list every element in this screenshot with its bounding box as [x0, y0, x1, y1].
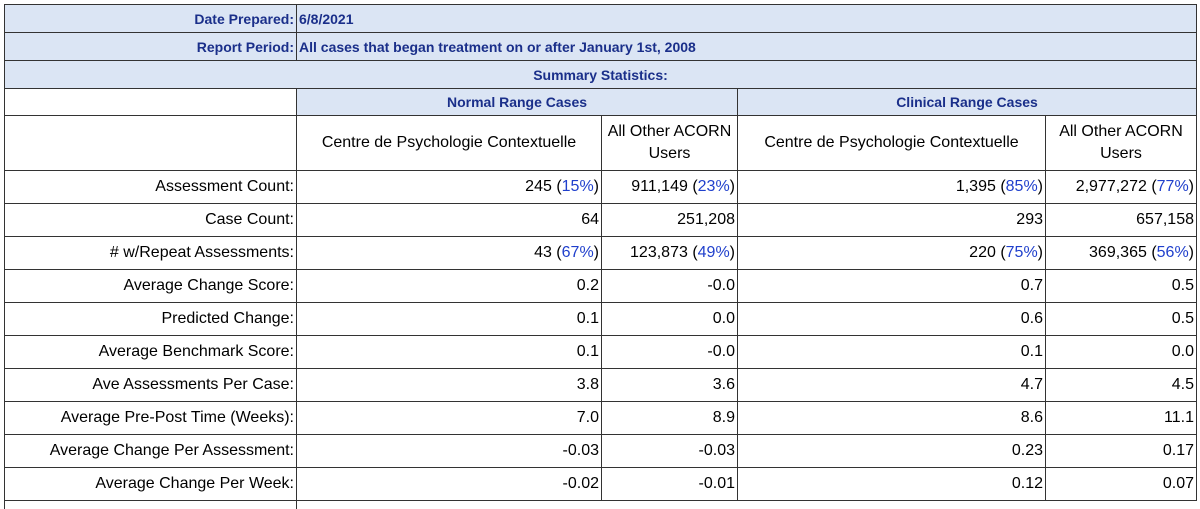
- date-prepared-label: Date Prepared:: [5, 5, 297, 33]
- cell-percent: 15%: [562, 178, 594, 195]
- cell-value: 0.07: [1163, 475, 1194, 492]
- tail-cell-wide: [297, 501, 1197, 509]
- table-cell: [602, 435, 738, 468]
- normal-other-header: All Other ACORN Users: [602, 116, 738, 171]
- table-cell: [297, 402, 602, 435]
- table-cell: [297, 435, 602, 468]
- report-period-label: Report Period:: [5, 33, 297, 61]
- clinical-range-heading: Clinical Range Cases: [738, 89, 1197, 116]
- cell-value: 657,158: [1136, 211, 1194, 228]
- clinical-centre-header: Centre de Psychologie Contextuelle: [738, 116, 1046, 171]
- table-row: [5, 270, 1197, 303]
- cell-value: 0.1: [577, 310, 599, 327]
- cell-percent: 77%: [1157, 178, 1189, 195]
- table-cell: [297, 204, 602, 237]
- cell-value: 0.12: [1012, 475, 1043, 492]
- row-label: Case Count:: [5, 204, 297, 237]
- table-cell: [1046, 369, 1197, 402]
- table-cell: [297, 369, 602, 402]
- tail-cell: [5, 501, 297, 509]
- statistics-body: [5, 171, 1197, 501]
- table-cell: [1046, 171, 1197, 204]
- table-tail-row: [5, 501, 1197, 509]
- table-cell: [1046, 468, 1197, 501]
- cell-value: 251,208: [677, 211, 735, 228]
- table-cell: [738, 303, 1046, 336]
- cell-value: 7.0: [577, 409, 599, 426]
- cell-value: 245 (: [525, 178, 561, 195]
- table-cell: [1046, 270, 1197, 303]
- table-cell: [602, 270, 738, 303]
- cell-value: 11.1: [1164, 409, 1194, 426]
- cell-value: 220 (: [969, 244, 1005, 261]
- cell-value: -0.01: [699, 475, 735, 492]
- table-cell: [738, 369, 1046, 402]
- table-cell: [738, 171, 1046, 204]
- table-cell: [602, 369, 738, 402]
- cell-value: 0.5: [1172, 310, 1194, 327]
- table-cell: [602, 336, 738, 369]
- table-cell: [738, 468, 1046, 501]
- table-row: [5, 468, 1197, 501]
- table-row: [5, 204, 1197, 237]
- cell-value: 911,149 (: [631, 178, 697, 195]
- clinical-other-header: All Other ACORN Users: [1046, 116, 1197, 171]
- cell-paren: ): [1189, 178, 1194, 195]
- cell-value: 0.1: [577, 343, 599, 360]
- table-cell: [1046, 402, 1197, 435]
- cell-value: 0.2: [577, 277, 599, 294]
- table-cell: [297, 303, 602, 336]
- cell-value: 1,395 (: [956, 178, 1006, 195]
- cell-percent: 75%: [1006, 244, 1038, 261]
- table-row: [5, 303, 1197, 336]
- table-cell: [297, 270, 602, 303]
- cell-value: 64: [581, 211, 599, 228]
- row-label: Average Change Score:: [5, 270, 297, 303]
- cell-value: 43 (: [534, 244, 562, 261]
- row-label: Assessment Count:: [5, 171, 297, 204]
- cell-value: 0.17: [1163, 442, 1194, 459]
- cell-value: 0.5: [1172, 277, 1194, 294]
- table-row: [5, 435, 1197, 468]
- report-period-row: [5, 33, 1197, 61]
- cell-value: -0.0: [707, 343, 735, 360]
- cell-value: 123,873 (: [630, 244, 698, 261]
- summary-statistics-heading: Summary Statistics:: [5, 61, 1197, 89]
- table-cell: [602, 468, 738, 501]
- table-cell: [1046, 303, 1197, 336]
- cell-paren: ): [1038, 244, 1043, 261]
- row-label: Average Benchmark Score:: [5, 336, 297, 369]
- cell-percent: 56%: [1157, 244, 1189, 261]
- cell-value: 4.5: [1172, 376, 1194, 393]
- summary-report-table: [4, 4, 1197, 509]
- cell-value: 0.1: [1021, 343, 1043, 360]
- table-row: [5, 369, 1197, 402]
- cell-paren: ): [1038, 178, 1043, 195]
- table-cell: [738, 204, 1046, 237]
- cell-percent: 67%: [562, 244, 594, 261]
- table-cell: [602, 204, 738, 237]
- cell-value: 369,365 (: [1089, 244, 1157, 261]
- cell-value: 0.0: [713, 310, 735, 327]
- summary-statistics-row: [5, 61, 1197, 89]
- cell-value: -0.02: [563, 475, 599, 492]
- cell-paren: ): [730, 244, 735, 261]
- cell-value: 4.7: [1021, 376, 1043, 393]
- cell-value: 3.8: [577, 376, 599, 393]
- cell-paren: ): [594, 178, 599, 195]
- table-cell: [297, 468, 602, 501]
- cell-value: 3.6: [713, 376, 735, 393]
- cell-paren: ): [1189, 244, 1194, 261]
- cell-value: 293: [1016, 211, 1043, 228]
- cell-value: 0.0: [1172, 343, 1194, 360]
- table-cell: [1046, 435, 1197, 468]
- table-cell: [297, 336, 602, 369]
- cell-value: -0.03: [699, 442, 735, 459]
- cell-value: 8.6: [1021, 409, 1043, 426]
- group-blank-cell: [5, 89, 297, 116]
- table-cell: [738, 237, 1046, 270]
- report-period-value: All cases that began treatment on or after January 1st, 2008: [297, 33, 1197, 61]
- table-cell: [738, 336, 1046, 369]
- table-row: [5, 336, 1197, 369]
- row-label: # w/Repeat Assessments:: [5, 237, 297, 270]
- table-cell: [297, 171, 602, 204]
- cell-value: -0.03: [563, 442, 599, 459]
- cell-value: 8.9: [713, 409, 735, 426]
- row-label: Ave Assessments Per Case:: [5, 369, 297, 402]
- cell-percent: 85%: [1006, 178, 1038, 195]
- table-cell: [1046, 204, 1197, 237]
- normal-range-heading: Normal Range Cases: [297, 89, 738, 116]
- table-cell: [602, 402, 738, 435]
- column-header-row: [5, 116, 1197, 171]
- normal-centre-header: Centre de Psychologie Contextuelle: [297, 116, 602, 171]
- table-cell: [1046, 336, 1197, 369]
- table-row: [5, 402, 1197, 435]
- date-prepared-value: 6/8/2021: [297, 5, 1197, 33]
- cell-value: 0.7: [1021, 277, 1043, 294]
- table-cell: [738, 402, 1046, 435]
- cell-paren: ): [730, 178, 735, 195]
- table-cell: [738, 435, 1046, 468]
- table-cell: [602, 171, 738, 204]
- cell-value: 2,977,272 (: [1076, 178, 1157, 195]
- cell-percent: 49%: [698, 244, 730, 261]
- cell-paren: ): [594, 244, 599, 261]
- row-label: Average Change Per Week:: [5, 468, 297, 501]
- table-cell: [297, 237, 602, 270]
- date-prepared-row: [5, 5, 1197, 33]
- table-row: [5, 171, 1197, 204]
- table-cell: [602, 237, 738, 270]
- range-group-row: [5, 89, 1197, 116]
- row-label: Predicted Change:: [5, 303, 297, 336]
- cell-percent: 23%: [698, 178, 730, 195]
- row-label: Average Change Per Assessment:: [5, 435, 297, 468]
- row-label: Average Pre-Post Time (Weeks):: [5, 402, 297, 435]
- cell-value: 0.23: [1012, 442, 1043, 459]
- table-cell: [738, 270, 1046, 303]
- column-header-blank: [5, 116, 297, 171]
- table-cell: [602, 303, 738, 336]
- cell-value: 0.6: [1021, 310, 1043, 327]
- table-cell: [1046, 237, 1197, 270]
- cell-value: -0.0: [707, 277, 735, 294]
- table-row: [5, 237, 1197, 270]
